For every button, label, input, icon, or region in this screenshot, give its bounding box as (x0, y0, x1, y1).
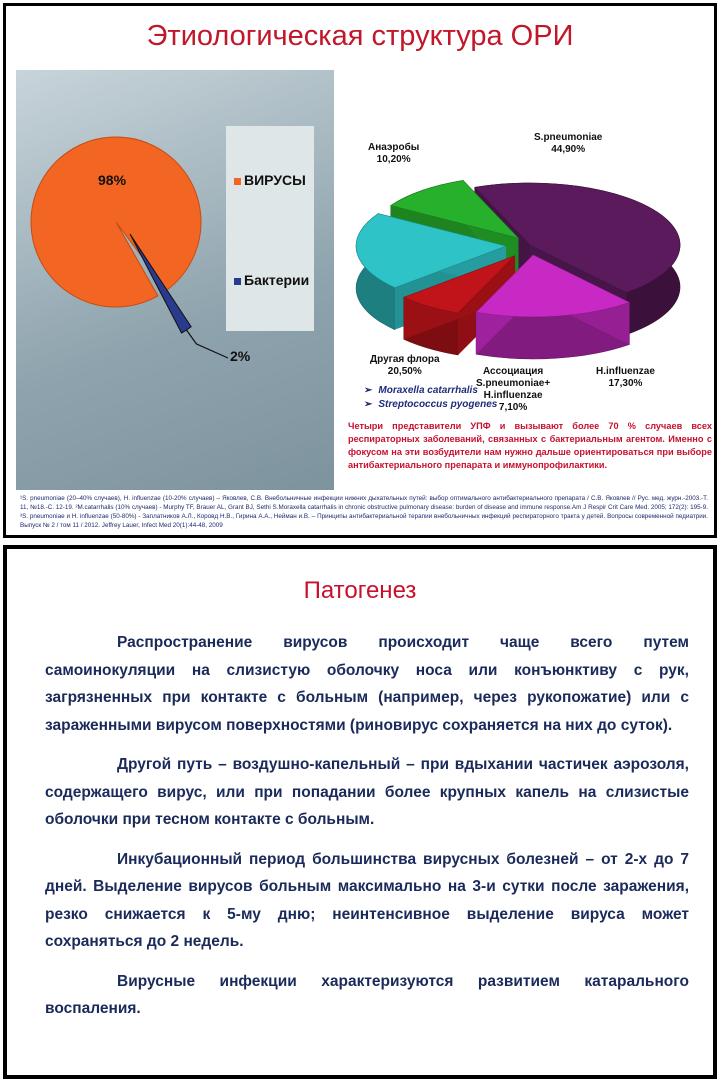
legend-swatch (234, 178, 241, 185)
leader-line (186, 330, 228, 358)
slice-label-other-flora (370, 354, 440, 378)
slice-name: Ассоциация (482, 366, 544, 377)
legend-swatch (234, 278, 241, 285)
slide-body-text (45, 629, 689, 1035)
slide-body (16, 70, 714, 490)
legend-label: Бактерии (244, 272, 310, 288)
value-label-viruses: 98% (98, 172, 127, 188)
slice-name: Другая флора (370, 354, 440, 365)
slice-label-hinfluenzae (596, 366, 655, 390)
paragraph: Вирусные инфекции характеризуются развитием катарального воспаления. (45, 972, 689, 1017)
slice-value: 7,10% (498, 402, 528, 413)
paragraph: Распространение вирусов происходит чаще всего путем самоинокуляции на слизистую оболочку носа или конъюнктиву с рук, загрязненных при контакте с больным (например, через рукопожатие) или с зараженными вирусом поверхностями (риновирус сохраняется на них до суток). (45, 634, 689, 734)
slide-etiology (3, 3, 717, 538)
slice-label-anaerobes (368, 142, 419, 166)
slice-name: H.influenzae (483, 390, 543, 401)
slice-value: 20,50% (387, 366, 422, 377)
slice-value: 17,30% (608, 378, 643, 389)
chart-legend (226, 126, 314, 331)
arrow-bullet-icon: ➢ (364, 399, 373, 410)
slide-pathogenesis (3, 545, 717, 1079)
list-item-text: Streptococcus pyogenes (378, 399, 498, 410)
slice-value: 10,20% (376, 154, 411, 165)
slide-title: Патогенез (303, 577, 417, 604)
legend-label: ВИРУСЫ (244, 172, 306, 188)
slice-label-spneumoniae (534, 132, 602, 156)
references-footnote: ¹S. pneumoniae (20–40% случаев), H. influenzae (10-20% случаев) – Яковлев, С.В. Внебольничные инфекции нижних дыхательных путей: выбор оптимального антибактериального препарата / С.В. Яковлев // Рус. мед. журн.-2003.-Т. 11, №18.-С. 12-19. ²M.catarrhalis (10% случаев) - Murphy TF, Brauer AL, Grant BJ, Sethi S.Moraxella catarrhalis in chronic obstructive pulmonary disease: burden of disease and immune response.Am J Respir Crit Care Med. 2005; 172(2): 195-9. ³S. pneumoniae и H. influenzae (50-80%) - Заплатников А.Л., Коровд Н.В., Гирина А.А., Нейман и.В. – Принципы антибактериальной терапии внебольничных инфекций респираторного тракта у детей. Вопросы современной педиатрии. Выпуск № 2 / том 11 / 2012. Jeffrey Lauer, Infect Med 20(1):44-48, 2009 (20, 495, 708, 529)
slide-title: Этиологическая структура ОРИ (146, 20, 574, 52)
bacterial-agents-panel (334, 70, 714, 490)
arrow-bullet-icon: ➢ (364, 385, 373, 396)
conclusion-text: Четыри представители УПФ и вызывают более 70 % случаев всех респираторных заболеваний, связанных с бактериальным агентом. Именно с фокусом на эти возбудители нам нужно дальше ориентироваться при выборе антибактериального препарата и иммунопрофилактики. (348, 421, 712, 470)
pie-slice-viruses (31, 137, 201, 307)
list-item (364, 384, 497, 398)
slice-name: Анаэробы (368, 142, 420, 153)
list-item (364, 398, 497, 412)
list-item-text: Moraxella catarrhalis (378, 385, 478, 396)
slice-value: 44,90% (551, 144, 586, 155)
paragraph: Другой путь – воздушно-капельный – при вдыхании частичек аэрозоля, содержащего вирус, или при попадании более крупных капель на слизистые оболочки при тесном контакте с больным. (45, 756, 689, 828)
legend-item-viruses (234, 172, 306, 188)
other-flora-list (364, 384, 497, 412)
value-label-bacteria: 2% (230, 348, 251, 364)
slice-name: S.pneumoniae+ (476, 378, 551, 389)
slice-name: S.pneumoniae (534, 132, 603, 143)
paragraph: Инкубационный период большинства вирусных болезней – от 2-х до 7 дней. Выделение вирусов больным максимально на 3-и сутки после заражения, резко снижается к 5-му дню; неинтенсивное выделение вируса может сохраняться до 2 недель. (45, 850, 689, 950)
legend-item-bacteria (234, 272, 309, 288)
slice-name: H.influenzae (596, 366, 655, 377)
virus-bacteria-panel (16, 70, 334, 490)
